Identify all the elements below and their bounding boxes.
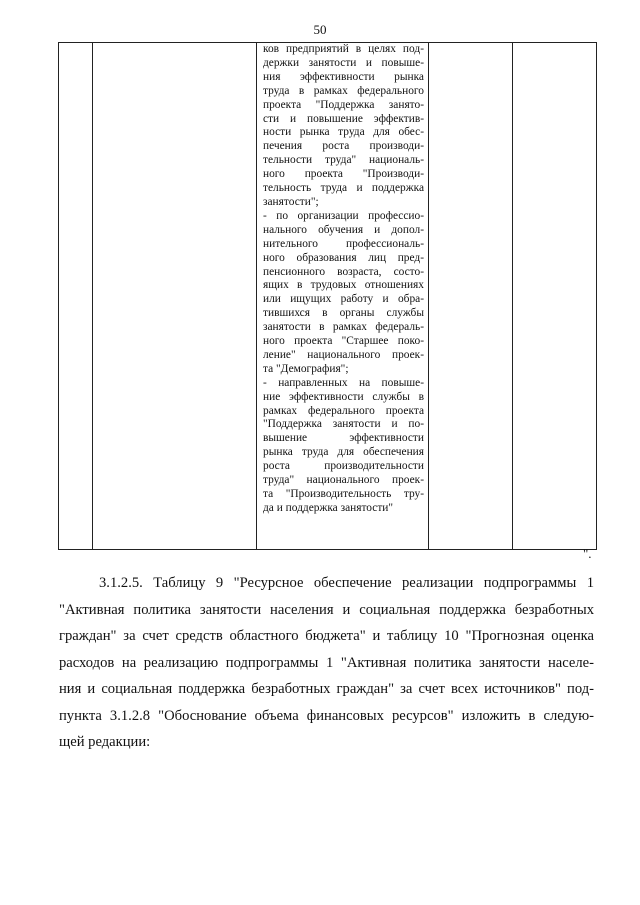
cell-line: ного проекта "Производи-	[263, 168, 424, 181]
cell-line: нительного профессиональ-	[263, 237, 424, 250]
paragraph-line: граждан" за счет средств областного бюджета" и таблицу 10 "Прогнозная оценка	[59, 628, 594, 644]
cell-line: та "Производительность тру-	[263, 488, 424, 500]
cell-line: нального обучения и допол-	[263, 223, 424, 236]
table-closing-quote: ".	[583, 546, 592, 561]
cell-line: ящих в трудовых отношениях	[263, 279, 424, 292]
table-cell-empty-2	[513, 43, 597, 550]
cell-line: да и поддержка занятости"	[263, 501, 394, 514]
cell-line: - по организации профессио-	[263, 209, 424, 222]
cell-line: тельности труда" националь-	[263, 154, 424, 167]
page-number: 50	[313, 22, 327, 37]
table-cell-description	[257, 43, 429, 550]
paragraph-line: щей редакции:	[59, 734, 151, 750]
cell-line: вышение эффективности	[263, 432, 424, 445]
cell-line: тившихся в органы службы	[263, 307, 424, 320]
cell-line: рамках федерального проекта	[263, 404, 424, 417]
cell-line: занятости";	[263, 195, 319, 208]
continuation-table	[58, 42, 597, 550]
paragraph-line: 3.1.2.5. Таблицу 9 "Ресурсное обеспечение реализации подпрограммы 1	[99, 575, 594, 591]
paragraph-line: расходов на реализацию подпрограммы 1 "Активная политика занятости населе-	[59, 654, 594, 671]
cell-line: ности рынка труда для обес-	[263, 126, 424, 139]
cell-line: ление" национального проек-	[263, 348, 424, 361]
cell-line: проекта "Поддержка занято-	[263, 98, 424, 111]
cell-line: или ищущих работу и обра-	[263, 293, 424, 306]
cell-line: ков предприятий в целях под-	[263, 43, 424, 55]
cell-line: "Поддержка занятости и по-	[263, 418, 424, 431]
table-cell-empty-1	[429, 43, 513, 550]
cell-line: роста производительности	[263, 460, 424, 473]
cell-line: пенсионного возраста, состо-	[263, 265, 424, 278]
paragraph-line: пункта 3.1.2.8 "Обоснование объема финансовых ресурсов" изложить в следую-	[59, 707, 594, 724]
cell-line: ного проекта "Старшее поко-	[263, 335, 424, 348]
cell-line: печения роста производи-	[263, 140, 424, 153]
table-row	[59, 43, 597, 550]
body-paragraph	[59, 570, 594, 756]
cell-line: ния эффективности рынка	[263, 70, 424, 83]
cell-line: тельность труда и поддержка	[263, 182, 424, 195]
cell-line: ние эффективности службы в	[263, 390, 424, 403]
cell-line: держки занятости и повыше-	[263, 56, 424, 69]
cell-line: рынка труда для обеспечения	[263, 446, 424, 459]
cell-line: занятости в рамках федераль-	[263, 321, 424, 334]
table-cell-name	[93, 43, 257, 550]
paragraph-line: ния и социальная поддержка безработных граждан" за счет всех источников" под-	[59, 681, 594, 697]
cell-line: та "Демография";	[263, 362, 349, 375]
cell-line: - направленных на повыше-	[263, 376, 424, 389]
paragraph-line: "Активная политика занятости населения и социальная поддержка безработных	[59, 601, 594, 618]
cell-line: труда" национального проек-	[263, 474, 424, 487]
cell-description-text	[257, 43, 428, 516]
cell-line: труда в рамках федерального	[263, 84, 424, 97]
table-cell-index	[59, 43, 93, 550]
cell-line: ного образования лиц пред-	[263, 251, 424, 264]
cell-line: сти и повышение эффектив-	[263, 112, 424, 125]
